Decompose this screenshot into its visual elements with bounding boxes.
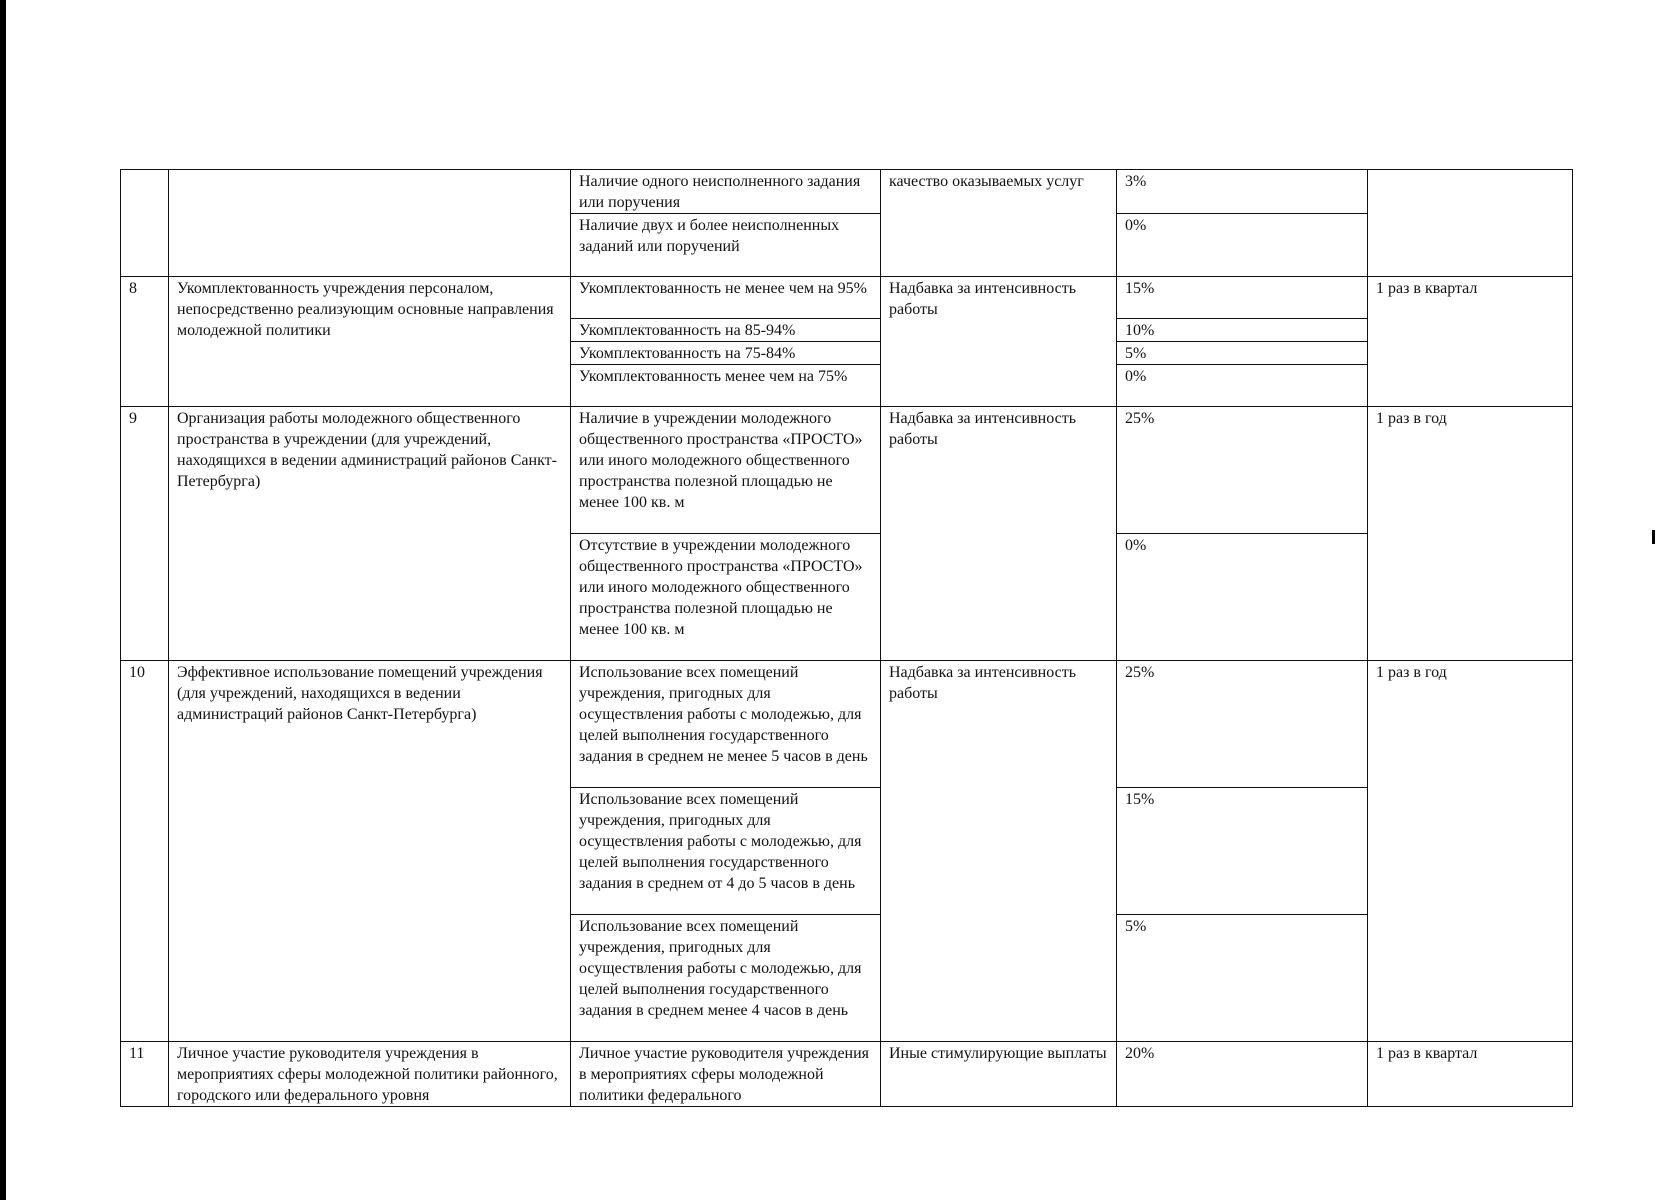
row11-period: 1 раз в квартал (1368, 1042, 1573, 1107)
row9-value-1: 25% (1117, 407, 1368, 534)
row11-payment-type: Иные стимулирующие выплаты (881, 1042, 1117, 1107)
row7-payment-type: качество оказываемых услуг (881, 170, 1117, 277)
row10-indicator: Эффективное использование помещений учреждения (для учреждений, находящихся в ведении администраций районов Санкт-Петербурга) (169, 661, 571, 1042)
row9-criterion-1: Наличие в учреждении молодежного общественного пространства «ПРОСТО» или иного молодежного общественного пространства полезной площадью не менее 100 кв. м (571, 407, 881, 534)
row7-num-cell (121, 170, 169, 277)
row7-criterion-2: Наличие двух и более неисполненных заданий или поручений (571, 214, 881, 277)
row7-indicator-cell (169, 170, 571, 277)
row8-number: 8 (121, 277, 169, 407)
table-row-10 (121, 661, 1573, 788)
row10-value-1: 25% (1117, 661, 1368, 788)
row9-payment-type: Надбавка за интенсивность работы (881, 407, 1117, 661)
row8-criterion-3: Укомплектованность на 75-84% (571, 342, 881, 365)
row8-criterion-2: Укомплектованность на 85-94% (571, 319, 881, 342)
row9-indicator: Организация работы молодежного общественного пространства в учреждении (для учреждений, находящихся в ведении администраций районов Санкт-Петербурга) (169, 407, 571, 661)
criteria-table (120, 169, 1573, 1107)
row8-period: 1 раз в квартал (1368, 277, 1573, 407)
row11-number: 11 (121, 1042, 169, 1107)
row8-indicator: Укомплектованность учреждения персоналом, непосредственно реализующим основные направления молодежной политики (169, 277, 571, 407)
row10-payment-type: Надбавка за интенсивность работы (881, 661, 1117, 1042)
row8-value-1: 15% (1117, 277, 1368, 319)
scan-edge-mark (1652, 530, 1655, 544)
row8-payment-type: Надбавка за интенсивность работы (881, 277, 1117, 407)
row7-value-1: 3% (1117, 170, 1368, 214)
row10-value-2: 15% (1117, 788, 1368, 915)
row11-value-1: 20% (1117, 1042, 1368, 1107)
row10-period: 1 раз в год (1368, 661, 1573, 1042)
row8-criterion-4: Укомплектованность менее чем на 75% (571, 365, 881, 407)
row9-value-2: 0% (1117, 534, 1368, 661)
row10-criterion-2: Использование всех помещений учреждения, пригодных для осуществления работы с молодежью, для целей выполнения государственного задания в среднем от 4 до 5 часов в день (571, 788, 881, 915)
table-row-11 (121, 1042, 1573, 1107)
row9-number: 9 (121, 407, 169, 661)
row7-criterion-1: Наличие одного неисполненного задания или поручения (571, 170, 881, 214)
row9-period: 1 раз в год (1368, 407, 1573, 661)
table-row-9 (121, 407, 1573, 534)
row10-number: 10 (121, 661, 169, 1042)
table-row-8 (121, 277, 1573, 319)
row8-criterion-1: Укомплектованность не менее чем на 95% (571, 277, 881, 319)
row7-value-2: 0% (1117, 214, 1368, 277)
row8-value-3: 5% (1117, 342, 1368, 365)
row10-criterion-3: Использование всех помещений учреждения, пригодных для осуществления работы с молодежью, для целей выполнения государственного задания в среднем менее 4 часов в день (571, 915, 881, 1042)
table-row-7 (121, 170, 1573, 214)
row11-criterion-1: Личное участие руководителя учреждения в мероприятиях сферы молодежной политики федерального (571, 1042, 881, 1107)
row9-criterion-2: Отсутствие в учреждении молодежного общественного пространства «ПРОСТО» или иного молодежного общественного пространства полезной площадью не менее 100 кв. м (571, 534, 881, 661)
row7-period-cell (1368, 170, 1573, 277)
row11-indicator: Личное участие руководителя учреждения в мероприятиях сферы молодежной политики районного, городского или федерального уровня (169, 1042, 571, 1107)
scan-edge-left (0, 0, 6, 1200)
row10-value-3: 5% (1117, 915, 1368, 1042)
row8-value-4: 0% (1117, 365, 1368, 407)
row8-value-2: 10% (1117, 319, 1368, 342)
row10-criterion-1: Использование всех помещений учреждения, пригодных для осуществления работы с молодежью, для целей выполнения государственного задания в среднем не менее 5 часов в день (571, 661, 881, 788)
